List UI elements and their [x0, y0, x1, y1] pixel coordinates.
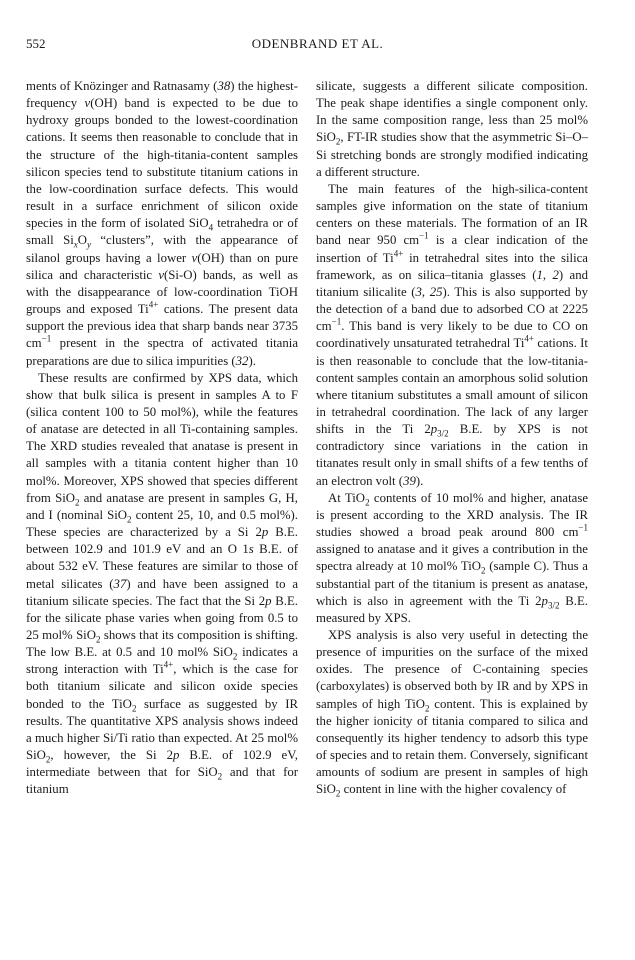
paragraph: The main features of the high-silica-content samples give information on the state of titanium centers on these materials. The formation of an IR band near 950 $cm^{-1}$ is a clear indication of the insertion of $Ti^{4+}$ in tetrahedral sites into the silica framework, as on silica–titania glasses (1, 2) and titanium silicalite (3, 25). This is also supported by the detection of a band due to adsorbed CO at 2225 $cm^{-1}$. This band is very likely to be due to CO on coordinatively unsaturated tetrahedral $Ti^{4+}$ cations. It is then reasonable to conclude that the low-titania-content samples contain an amorphous solid solution where titanium substitutes a small amount of silicon in tetrahedral coordination. The lack of any larger shifts in the Ti $2p_{3/2}$ B.E. by XPS is not contradictory since variations in the cation in titanates result only in small shifts of a few tenths of an electron volt (39).: [316, 181, 588, 488]
page-number: 552: [26, 36, 46, 51]
right-column: [316, 78, 588, 799]
paragraph: silicate, suggests a different silicate composition. The peak shape identifies a single component only. In the same composition range, less than 25 mol% SiO$_2$, FT-IR studies show that the asymmetric Si–O–Si stretching bonds are strongly modified indicating a different structure.: [316, 79, 588, 179]
paragraph: XPS analysis is also very useful in detecting the presence of impurities on the surface of the mixed oxides. The presence of C-containing species (carboxylates) is observed both by IR and by XPS in samples of high TiO$_2$ content. This is explained by the higher ionicity of titania compared to silica and consequently its higher tendency to adsorb this type of species and to retain them. Conversely, significant amounts of sodium are present in samples of high SiO$_2$ content in line with the higher covalency of: [316, 628, 588, 799]
paragraph: These results are confirmed by XPS data, which show that bulk silica is present in samples A to F (silica content 100 to 50 mol%), while the features of anatase are detected in all Ti-containing samples. The XRD studies revealed that anatase is present in all samples with a titania content higher than 10 mol%. Moreover, XPS showed that species different from SiO$_2$ and anatase are present in samples G, H, and I (nominal SiO$_2$ content 25, 10, and 0.5 mol%). These species are characterized by a Si 2p B.E. between 102.9 and 101.9 eV and an O 1s B.E. of about 532 eV. These features are similar to those of metal silicates (37) and have been assigned to a titanium silicate species. The fact that the Si 2p B.E. for the silicate phase varies when going from 0.5 to 25 mol% SiO$_2$ shows that its composition is shifting. The low B.E. at 0.5 and 10 mol% SiO$_2$ indicates a strong interaction with $Ti^{4+}$, which is the case for both titanium silicate and silicon oxide species bonded to the TiO$_2$ surface as suggested by IR results. The quantitative XPS analysis shows indeed a much higher Si/Ti ratio than expected. At 25 mol% SiO$_2$, however, the Si 2p B.E. of 102.9 eV, intermediate between that for SiO$_2$ and that for titanium: [26, 370, 299, 797]
paragraph: At TiO$_2$ contents of 10 mol% and higher, anatase is present according to the XRD analysis. The IR studies showed a broad peak around 800 $cm^{-1}$ assigned to anatase and it gives a contribution in the spectra already at 10 mol% TiO$_2$ (sample C). Thus a substantial part of the titanium is present as anatase, which is also in agreement with the Ti $2p_{3/2}$ B.E. measured by XPS.: [316, 490, 589, 625]
left-column: [26, 78, 298, 799]
running-head: ODENBRAND ET AL.: [251, 36, 384, 51]
paragraph: ments of Knözinger and Ratnasamy (38) the highest-frequency ν(OH) band is expected to be due to hydroxy groups bonded to the lowest-coordination cations. It seems then reasonable to conclude that in the structure of the high-titania-content samples silicon species tend to substitute titanium cations in the low-coordination surface defects. This would result in a surface enrichment of silicon oxide species in the form of isolated SiO$_4$ tetrahedra or of small $Si_xO_y$ “clusters”, with the appearance of silanol groups having a lower ν(OH) than on pure silica and characteristic ν(Si-O) bands, as well as with the disappearance of low-coordination TiOH groups and exposed $Ti^{4+}$ cations. The present data support the previous idea that sharp bands near 3735 $cm^{-1}$ present in the spectra of activated titania preparations are due to silica impurities (32).: [26, 79, 298, 368]
